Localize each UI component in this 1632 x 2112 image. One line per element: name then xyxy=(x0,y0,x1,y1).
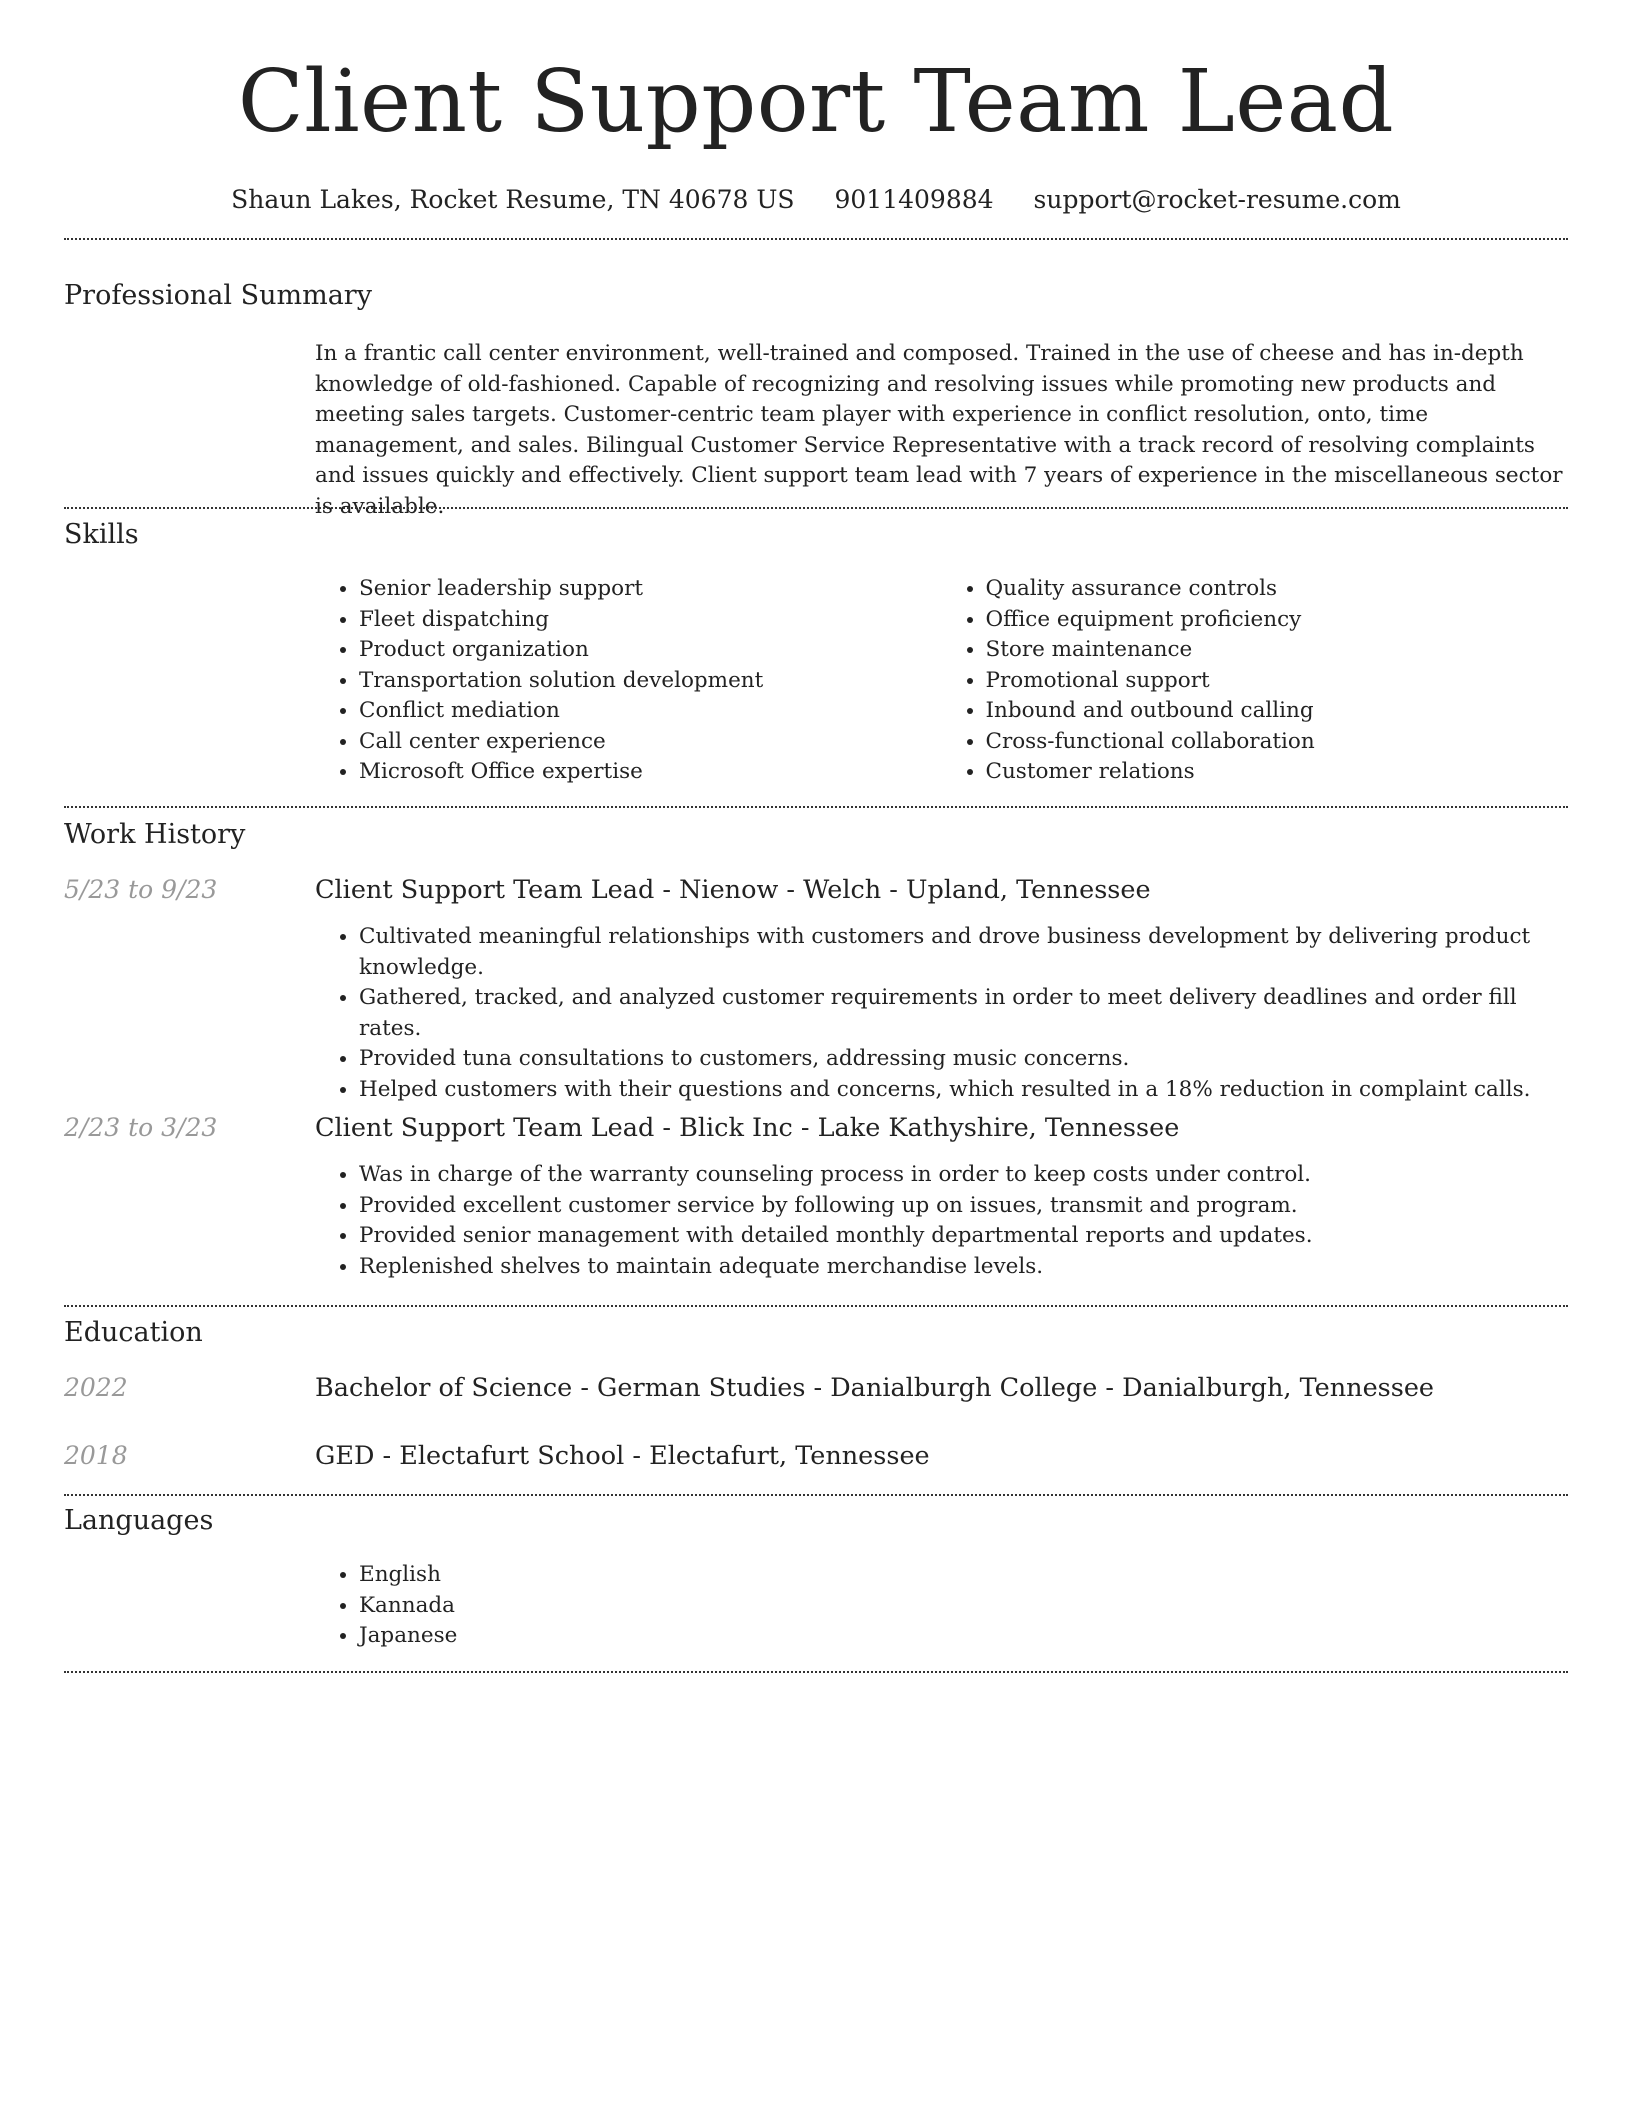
job-dates: 2/23 to 3/23 xyxy=(64,1113,218,1142)
job-bullet: • Was in charge of the warranty counseling process in order to keep costs under control. xyxy=(359,1160,1568,1191)
education-year: 2018 xyxy=(64,1441,128,1470)
job-bullets xyxy=(315,1160,1568,1282)
resume-title: Client Support Team Lead xyxy=(237,52,1395,152)
job-title: Client Support Team Lead - Nienow - Welch - Upland, Tennessee xyxy=(315,875,1151,905)
education-section xyxy=(64,1316,1568,1471)
summary-text: In a frantic call center environment, well-trained and composed. Trained in the use of cheese and has in-depth knowledge of old-fashioned. Capable of recognizing and resolving issues while promoting new products and meeting sales targets. Customer-centric team player with experience in conflict resolution, onto, time management, and sales. Bilingual Customer Service Representative with a track record of resolving complaints and issues quickly and effectively. Client support team lead with 7 years of experience in the miscellaneous sector is available. xyxy=(315,341,1563,519)
job-bullet: • Provided excellent customer service by following up on issues, transmit and program. xyxy=(359,1191,1568,1222)
languages-content xyxy=(315,1560,1568,1652)
job-bullets xyxy=(315,922,1568,1105)
job-dates: 5/23 to 9/23 xyxy=(64,875,218,904)
education-year: 2022 xyxy=(64,1373,128,1402)
contact-phone: 9011409884 xyxy=(834,185,994,214)
skill-item: • Microsoft Office expertise xyxy=(359,757,942,788)
section-heading: Professional Summary xyxy=(64,280,372,311)
contact-email: support@rocket-resume.com xyxy=(1033,185,1401,214)
skill-item: • Product organization xyxy=(359,635,942,666)
skill-item: • Transportation solution development xyxy=(359,666,942,697)
work-history-section xyxy=(64,818,1568,1279)
language-item: • Kannada xyxy=(359,1591,1568,1622)
skill-item: • Store maintenance xyxy=(986,635,1569,666)
education-detail: Bachelor of Science - German Studies - Danialburgh College - Danialburgh, Tennessee xyxy=(315,1373,1435,1403)
summary-content xyxy=(315,339,1568,522)
job-bullet: • Provided tuna consultations to customers, addressing music concerns. xyxy=(359,1044,1568,1075)
skill-item: • Conflict mediation xyxy=(359,696,942,727)
job-bullet: • Helped customers with their questions and concerns, which resulted in a 18% reduction in complaint calls. xyxy=(359,1075,1568,1106)
section-heading: Work History xyxy=(64,819,246,850)
divider xyxy=(64,238,1568,240)
skill-item: • Customer relations xyxy=(986,757,1569,788)
skills-content xyxy=(315,574,1568,788)
skill-item: • Promotional support xyxy=(986,666,1569,697)
skill-item: • Quality assurance controls xyxy=(986,574,1569,605)
skill-item: • Fleet dispatching xyxy=(359,605,942,636)
job-title: Client Support Team Lead - Blick Inc - Lake Kathyshire, Tennessee xyxy=(315,1113,1180,1143)
job-bullet: • Cultivated meaningful relationships with customers and drove business development by delivering product knowledge. xyxy=(359,922,1568,983)
skill-item: • Senior leadership support xyxy=(359,574,942,605)
education-detail: GED - Electafurt School - Electafurt, Tennessee xyxy=(315,1441,930,1471)
skills-list-left xyxy=(315,574,942,788)
divider xyxy=(64,1305,1568,1307)
divider xyxy=(64,806,1568,808)
language-item: • Japanese xyxy=(359,1621,1568,1652)
skills-list-right xyxy=(942,574,1569,788)
contact-address: Shaun Lakes, Rocket Resume, TN 40678 US xyxy=(231,185,795,214)
skills-section xyxy=(64,518,1568,784)
languages-list xyxy=(315,1560,1568,1652)
language-item: • English xyxy=(359,1560,1568,1591)
job-bullet: • Provided senior management with detailed monthly departmental reports and updates. xyxy=(359,1221,1568,1252)
languages-section xyxy=(64,1504,1568,1648)
divider xyxy=(64,507,1568,509)
section-heading: Skills xyxy=(64,519,139,550)
job-bullet: • Gathered, tracked, and analyzed customer requirements in order to meet delivery deadlines and order fill rates. xyxy=(359,983,1568,1044)
job-bullet: • Replenished shelves to maintain adequate merchandise levels. xyxy=(359,1252,1568,1283)
contact-line xyxy=(0,184,1632,216)
skill-item: • Office equipment proficiency xyxy=(986,605,1569,636)
divider xyxy=(64,1494,1568,1496)
divider xyxy=(64,1671,1568,1673)
section-heading: Languages xyxy=(64,1505,214,1536)
skill-item: • Inbound and outbound calling xyxy=(986,696,1569,727)
skill-item: • Cross-functional collaboration xyxy=(986,727,1569,758)
skill-item: • Call center experience xyxy=(359,727,942,758)
section-heading: Education xyxy=(64,1317,203,1348)
summary-section xyxy=(64,279,1568,519)
